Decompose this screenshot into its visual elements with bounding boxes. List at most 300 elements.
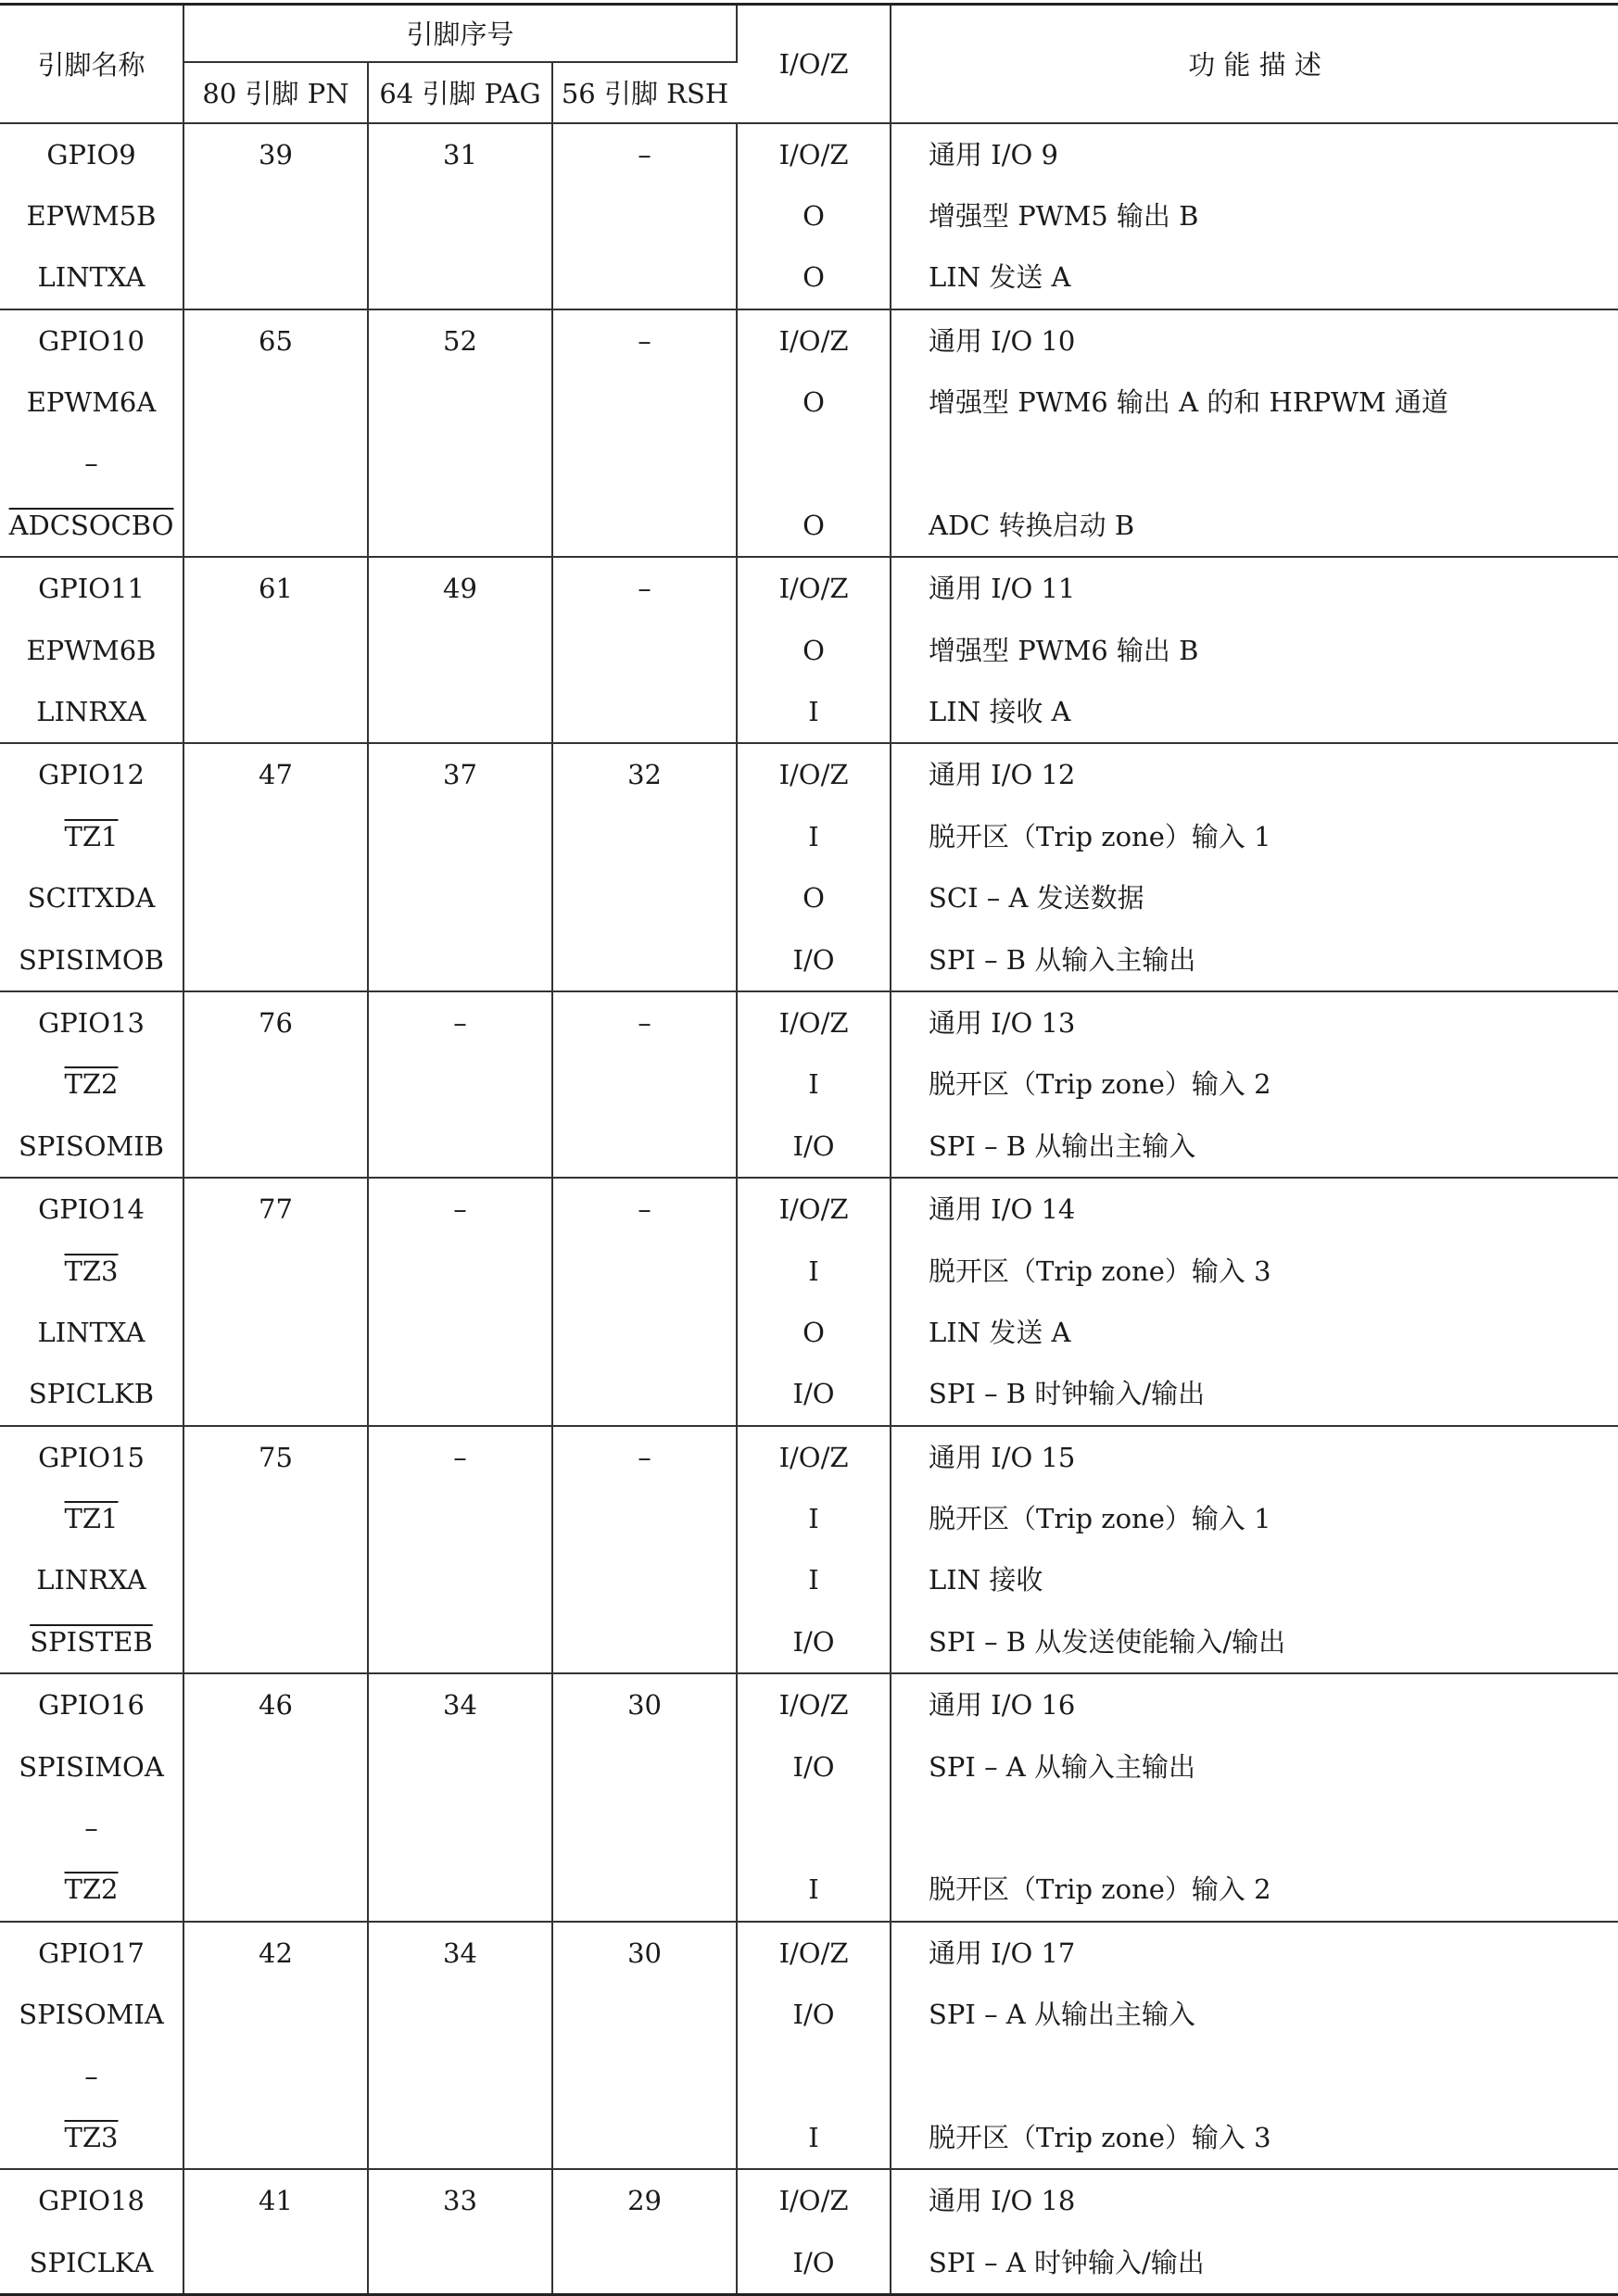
io-cell-text: I/O <box>792 943 835 976</box>
function-cell-line <box>891 310 1618 372</box>
pin-name-cell <box>0 2169 183 2294</box>
pin-80pn-cell-text: 41 <box>259 2185 293 2217</box>
table-row <box>0 1922 1618 2170</box>
io-cell-line <box>738 806 890 867</box>
function-cell-text: 通用 I/O 14 <box>929 1193 1076 1226</box>
pin-name-cell-line <box>0 744 183 805</box>
pin-56rsh-cell-text: – <box>638 1006 651 1039</box>
pin-80pn-cell <box>183 123 368 309</box>
function-cell-line <box>891 1427 1618 1488</box>
pin-80pn-cell-text: 47 <box>259 759 293 791</box>
io-cell-line <box>738 1179 890 1240</box>
function-cell-text: SPI – B 从输出主输入 <box>929 1129 1196 1162</box>
pin-56rsh-cell-text: 29 <box>627 2185 662 2217</box>
io-cell-text: I/O/Z <box>778 1006 849 1039</box>
function-cell-line <box>891 124 1618 185</box>
pin-64pag-cell-text: 49 <box>443 573 477 605</box>
io-cell-line <box>738 2046 890 2107</box>
pin-64pag-cell-text: – <box>453 1441 467 1473</box>
pin-64pag-cell <box>368 1426 552 1674</box>
pin-64pag-cell <box>368 123 552 309</box>
pin-80pn-cell <box>183 1426 368 1674</box>
pin-name-cell-text: TZ2 <box>64 1873 119 1906</box>
function-cell-text: 增强型 PWM5 输出 B <box>929 199 1199 232</box>
io-cell-text: I/O <box>792 1750 835 1783</box>
io-cell-text: I/O/Z <box>778 2185 849 2217</box>
pin-name-cell-text: LINRXA <box>36 1564 146 1596</box>
function-cell-line <box>891 1363 1618 1424</box>
pin-80pn-cell <box>183 991 368 1178</box>
table-row <box>0 123 1618 309</box>
function-cell-line <box>891 558 1618 619</box>
pin-80pn-cell-text: 77 <box>259 1193 293 1226</box>
pin-name-cell <box>0 1178 183 1426</box>
function-cell-line <box>891 1736 1618 1798</box>
header-56pin-rsh: 56 引脚 RSH <box>552 62 737 123</box>
pin-name-cell-line <box>0 929 183 990</box>
function-cell <box>891 1178 1618 1426</box>
pin-80pn-cell-text: 42 <box>259 1936 293 1969</box>
io-cell-text: O <box>803 634 825 666</box>
pin-name-cell-line <box>0 806 183 867</box>
pin-64pag-cell <box>368 557 552 743</box>
header-function: 功 能 描 述 <box>891 5 1618 123</box>
pin-name-cell-line <box>0 1363 183 1424</box>
pin-name-cell-line <box>0 2046 183 2107</box>
function-cell-line <box>891 1611 1618 1672</box>
function-cell <box>891 2169 1618 2294</box>
function-cell-text: 通用 I/O 16 <box>929 1689 1076 1722</box>
pin-64pag-cell <box>368 1922 552 2170</box>
pin-64pag-cell-text: 31 <box>443 138 477 170</box>
pin-name-cell-text: GPIO17 <box>38 1936 145 1969</box>
pin-56rsh-cell-text: – <box>638 324 651 357</box>
pin-name-cell <box>0 557 183 743</box>
pin-name-cell-text: TZ1 <box>64 820 119 852</box>
function-cell-text: 脱开区（Trip zone）输入 2 <box>929 1068 1271 1101</box>
function-cell-line <box>891 433 1618 494</box>
io-cell-line <box>738 558 890 619</box>
io-cell <box>737 123 891 309</box>
pin-name-cell-text: SPISOMIA <box>19 1999 164 2031</box>
io-cell <box>737 991 891 1178</box>
pin-56rsh-cell-text: – <box>638 1441 651 1473</box>
io-cell-line <box>738 1427 890 1488</box>
pin-name-cell <box>0 743 183 991</box>
io-cell-text: I/O <box>792 1378 835 1410</box>
pin-80pn-cell <box>183 2169 368 2294</box>
pin-name-cell-line <box>0 1923 183 1984</box>
io-cell-line <box>738 124 890 185</box>
function-cell-line <box>891 2107 1618 2168</box>
io-cell <box>737 1426 891 1674</box>
function-cell-text: 通用 I/O 9 <box>929 138 1058 170</box>
function-cell-line <box>891 372 1618 433</box>
pin-name-cell-text: LINTXA <box>37 1316 145 1348</box>
pin-name-cell-line <box>0 1488 183 1549</box>
function-cell-text: 脱开区（Trip zone）输入 1 <box>929 1503 1271 1535</box>
io-cell-line <box>738 929 890 990</box>
pin-80pn-cell <box>183 1178 368 1426</box>
table-row <box>0 309 1618 558</box>
function-cell <box>891 991 1618 1178</box>
function-cell-line <box>891 620 1618 681</box>
pin-name-cell-text: LINTXA <box>37 261 145 294</box>
function-cell-line <box>891 185 1618 246</box>
header-pin-number: 引脚序号 <box>183 5 737 62</box>
io-cell <box>737 1922 891 2170</box>
pin-name-cell-text: SCITXDA <box>27 882 156 915</box>
io-cell-line <box>738 433 890 494</box>
pin-name-cell-line <box>0 681 183 742</box>
pin-name-cell-line <box>0 2107 183 2168</box>
function-cell-text: 通用 I/O 12 <box>929 759 1076 791</box>
table-row <box>0 991 1618 1178</box>
pin-name-cell-line <box>0 1427 183 1488</box>
io-cell-line <box>738 185 890 246</box>
function-cell <box>891 309 1618 558</box>
pin-name-cell-text: SPISIMOB <box>19 943 164 976</box>
pin-64pag-cell-text: 34 <box>443 1689 477 1722</box>
function-cell-text: LIN 接收 A <box>929 696 1071 728</box>
function-cell-text: SCI – A 发送数据 <box>929 882 1144 915</box>
pin-64pag-cell-text: – <box>453 1193 467 1226</box>
pin-name-cell-text: GPIO16 <box>38 1689 145 1722</box>
function-cell-line <box>891 2046 1618 2107</box>
io-cell-text: I/O/Z <box>778 324 849 357</box>
io-cell <box>737 557 891 743</box>
pin-56rsh-cell-text: 30 <box>627 1689 662 1722</box>
pin-name-cell-line <box>0 433 183 494</box>
io-cell-line <box>738 1798 890 1859</box>
function-cell-text: LIN 发送 A <box>929 1316 1071 1348</box>
pin-56rsh-cell <box>552 557 737 743</box>
pin-56rsh-cell-text: – <box>638 1193 651 1226</box>
function-cell-text: 通用 I/O 15 <box>929 1441 1076 1473</box>
function-cell-line <box>891 1488 1618 1549</box>
pin-name-cell-line <box>0 1241 183 1302</box>
pin-name-cell-line <box>0 1798 183 1859</box>
pin-64pag-cell-text: 37 <box>443 759 477 791</box>
pin-56rsh-cell-text: 30 <box>627 1936 662 1969</box>
function-cell-text: 脱开区（Trip zone）输入 3 <box>929 2122 1271 2153</box>
pin-name-cell-line <box>0 372 183 433</box>
io-cell-text: O <box>803 882 825 915</box>
pin-80pn-cell <box>183 743 368 991</box>
pin-80pn-cell-text: 76 <box>259 1006 293 1039</box>
function-cell-line <box>891 681 1618 742</box>
pin-name-cell-text: SPICLKA <box>29 2246 154 2278</box>
function-cell-text: SPI – A 从输出主输入 <box>929 1999 1195 2031</box>
io-cell <box>737 1673 891 1922</box>
io-cell-text: I/O/Z <box>778 573 849 605</box>
function-cell <box>891 743 1618 991</box>
io-cell-line <box>738 1736 890 1798</box>
io-cell-text: O <box>803 199 825 232</box>
function-cell-text: 增强型 PWM6 输出 A 的和 HRPWM 通道 <box>929 386 1448 419</box>
pin-name-cell-line <box>0 1302 183 1363</box>
function-cell-line <box>891 806 1618 867</box>
header-64pin-pag: 64 引脚 PAG <box>368 62 552 123</box>
io-cell-line <box>738 1923 890 1984</box>
io-cell-text: I/O/Z <box>778 1193 849 1226</box>
pin-name-cell-text: GPIO13 <box>38 1006 145 1039</box>
table-row <box>0 2169 1618 2294</box>
io-cell-line <box>738 1984 890 2045</box>
pin-56rsh-cell <box>552 1426 737 1674</box>
table-row <box>0 1426 1618 1674</box>
pin-name-cell-text: SPISIMOA <box>19 1750 164 1783</box>
pin-name-cell-line <box>0 246 183 308</box>
function-cell-text: SPI – A 从输入主输出 <box>929 1750 1195 1783</box>
pin-56rsh-cell <box>552 2169 737 2294</box>
pin-name-cell-text: – <box>84 1812 98 1845</box>
io-cell-line <box>738 372 890 433</box>
io-cell-line <box>738 2232 890 2293</box>
function-cell-line <box>891 1798 1618 1859</box>
io-cell-line <box>738 867 890 928</box>
function-cell-text: 通用 I/O 10 <box>929 324 1076 357</box>
io-cell-text: O <box>803 509 825 541</box>
function-cell-line <box>891 495 1618 556</box>
pin-name-cell-line <box>0 1859 183 1920</box>
function-cell-line <box>891 1859 1618 1920</box>
function-cell-line <box>891 867 1618 928</box>
pin-64pag-cell-text: 33 <box>443 2185 477 2217</box>
io-cell-text: O <box>803 261 825 294</box>
function-cell <box>891 1673 1618 1922</box>
io-cell-text: I/O <box>792 1625 835 1658</box>
pin-name-cell-line <box>0 124 183 185</box>
pin-64pag-cell-text: 52 <box>443 324 477 357</box>
io-cell-line <box>738 310 890 372</box>
pin-name-cell-line <box>0 495 183 556</box>
pin-function-table <box>0 3 1618 2296</box>
function-cell-text: 增强型 PWM6 输出 B <box>929 634 1199 666</box>
io-cell-line <box>738 2170 890 2231</box>
io-cell-text: I/O <box>792 2246 835 2278</box>
function-cell-text: SPI – B 从输入主输出 <box>929 943 1196 976</box>
io-cell-text: I <box>808 820 819 852</box>
pin-64pag-cell <box>368 1673 552 1922</box>
io-cell-line <box>738 1241 890 1302</box>
io-cell-line <box>738 1363 890 1424</box>
pin-56rsh-cell <box>552 1178 737 1426</box>
io-cell-text: O <box>803 386 825 419</box>
pin-name-cell <box>0 1426 183 1674</box>
pin-name-cell-text: TZ3 <box>64 2122 119 2153</box>
io-cell-text: I <box>808 1873 819 1906</box>
function-cell-line <box>891 246 1618 308</box>
pin-80pn-cell <box>183 557 368 743</box>
pin-80pn-cell-text: 46 <box>259 1689 293 1722</box>
pin-56rsh-cell <box>552 1922 737 2170</box>
pin-name-cell-text: EPWM6B <box>26 634 157 666</box>
table-row <box>0 1673 1618 1922</box>
pin-name-cell-text: EPWM5B <box>26 199 157 232</box>
io-cell-text: I <box>808 1068 819 1101</box>
function-cell <box>891 1426 1618 1674</box>
pin-name-cell-text: GPIO18 <box>38 2185 145 2217</box>
function-cell-line <box>891 1116 1618 1177</box>
function-cell-line <box>891 1302 1618 1363</box>
pin-name-cell-line <box>0 1053 183 1115</box>
pin-80pn-cell-text: 75 <box>259 1441 293 1473</box>
pin-80pn-cell-text: 39 <box>259 138 293 170</box>
pin-name-cell-line <box>0 1984 183 2045</box>
table-row <box>0 743 1618 991</box>
pin-name-cell-line <box>0 620 183 681</box>
function-cell-line <box>891 1549 1618 1610</box>
table-header <box>0 5 1618 123</box>
io-cell-line <box>738 681 890 742</box>
pin-name-cell-line <box>0 992 183 1053</box>
function-cell-line <box>891 1984 1618 2045</box>
pin-name-cell-line <box>0 2232 183 2293</box>
function-cell <box>891 557 1618 743</box>
function-cell-text: 脱开区（Trip zone）输入 2 <box>929 1873 1271 1906</box>
function-cell-line <box>891 2232 1618 2293</box>
pin-56rsh-cell <box>552 1673 737 1922</box>
io-cell-text: O <box>803 1316 825 1348</box>
io-cell-text: I/O/Z <box>778 1689 849 1722</box>
function-cell-line <box>891 929 1618 990</box>
pin-name-cell-text: GPIO11 <box>38 573 145 605</box>
io-cell-line <box>738 2107 890 2168</box>
io-cell-text: I/O/Z <box>778 138 849 170</box>
function-cell-text: LIN 接收 <box>929 1564 1043 1596</box>
io-cell-text: I <box>808 2122 819 2153</box>
pin-64pag-cell <box>368 743 552 991</box>
pin-name-cell-line <box>0 558 183 619</box>
pin-80pn-cell-text: 61 <box>259 573 293 605</box>
io-cell-line <box>738 1611 890 1672</box>
pin-56rsh-cell <box>552 309 737 558</box>
pin-name-cell-line <box>0 1674 183 1735</box>
pin-64pag-cell <box>368 2169 552 2294</box>
io-cell-text: I <box>808 1255 819 1287</box>
function-cell-line <box>891 1674 1618 1735</box>
io-cell-line <box>738 992 890 1053</box>
pin-name-cell <box>0 309 183 558</box>
function-cell-line <box>891 2170 1618 2231</box>
pin-56rsh-cell <box>552 743 737 991</box>
header-pin-name: 引脚名称 <box>0 5 183 123</box>
io-cell-line <box>738 744 890 805</box>
io-cell-line <box>738 620 890 681</box>
pin-name-cell-text: GPIO14 <box>38 1193 145 1226</box>
pin-name-cell-text: TZ1 <box>64 1503 119 1535</box>
function-cell <box>891 123 1618 309</box>
function-cell-text: 通用 I/O 11 <box>929 573 1076 605</box>
pin-name-cell-line <box>0 867 183 928</box>
io-cell-line <box>738 1302 890 1363</box>
io-cell-line <box>738 1859 890 1920</box>
pin-name-cell-text: LINRXA <box>36 696 146 728</box>
io-cell-text: I <box>808 696 819 728</box>
pin-name-cell-text: – <box>84 448 98 480</box>
pin-name-cell-text: SPISOMIB <box>19 1129 164 1162</box>
pin-name-cell <box>0 991 183 1178</box>
io-cell-line <box>738 1488 890 1549</box>
table-body <box>0 123 1618 2295</box>
io-cell-line <box>738 1053 890 1115</box>
pin-name-cell-line <box>0 1179 183 1240</box>
pin-64pag-cell <box>368 1178 552 1426</box>
io-cell-text: I/O/Z <box>778 1936 849 1969</box>
pin-name-cell <box>0 1922 183 2170</box>
pin-name-cell-text: TZ3 <box>64 1255 119 1287</box>
function-cell-text: 脱开区（Trip zone）输入 1 <box>929 820 1271 852</box>
pin-name-cell-text: GPIO12 <box>38 759 145 791</box>
io-cell-line <box>738 495 890 556</box>
pin-80pn-cell <box>183 1673 368 1922</box>
pin-64pag-cell <box>368 309 552 558</box>
function-cell-line <box>891 1241 1618 1302</box>
pin-56rsh-cell-text: – <box>638 138 651 170</box>
io-cell <box>737 743 891 991</box>
pin-name-cell-line <box>0 1116 183 1177</box>
function-cell <box>891 1922 1618 2170</box>
pin-name-cell-line <box>0 1736 183 1798</box>
io-cell-text: I/O <box>792 1129 835 1162</box>
io-cell-text: I <box>808 1503 819 1535</box>
function-cell-line <box>891 1053 1618 1115</box>
table-row <box>0 1178 1618 1426</box>
pin-name-cell-text: – <box>84 2060 98 2092</box>
pin-name-cell-line <box>0 2170 183 2231</box>
pin-name-cell-line <box>0 185 183 246</box>
io-cell-text: I/O/Z <box>778 759 849 791</box>
pin-56rsh-cell-text: – <box>638 573 651 605</box>
pin-name-cell-line <box>0 1611 183 1672</box>
pin-56rsh-cell <box>552 991 737 1178</box>
header-80pin-pn: 80 引脚 PN <box>183 62 368 123</box>
function-cell-text: LIN 发送 A <box>929 261 1071 294</box>
io-cell-line <box>738 246 890 308</box>
pin-name-cell-text: GPIO15 <box>38 1441 145 1473</box>
pin-name-cell <box>0 123 183 309</box>
pin-name-cell-text: EPWM6A <box>26 386 157 419</box>
pin-80pn-cell-text: 65 <box>259 324 293 357</box>
pin-80pn-cell <box>183 1922 368 2170</box>
pin-name-cell-line <box>0 1549 183 1610</box>
pin-name-cell-text: SPISTEB <box>30 1625 153 1658</box>
io-cell-line <box>738 1116 890 1177</box>
function-cell-line <box>891 992 1618 1053</box>
pin-name-cell-line <box>0 310 183 372</box>
function-cell-text: SPI – B 时钟输入/输出 <box>929 1378 1206 1410</box>
function-cell-text: SPI – A 时钟输入/输出 <box>929 2246 1205 2278</box>
pin-name-cell <box>0 1673 183 1922</box>
function-cell-text: 通用 I/O 18 <box>929 2185 1076 2217</box>
function-cell-text: SPI – B 从发送使能输入/输出 <box>929 1625 1286 1658</box>
io-cell <box>737 2169 891 2294</box>
io-cell <box>737 309 891 558</box>
io-cell-line <box>738 1549 890 1610</box>
function-cell-line <box>891 744 1618 805</box>
pin-64pag-cell-text: 34 <box>443 1936 477 1969</box>
io-cell-line <box>738 1674 890 1735</box>
function-cell-text: 通用 I/O 17 <box>929 1936 1076 1969</box>
pin-80pn-cell <box>183 309 368 558</box>
pin-56rsh-cell <box>552 123 737 309</box>
pin-name-cell-text: GPIO9 <box>46 138 136 170</box>
io-cell-text: I <box>808 1564 819 1596</box>
function-cell-line <box>891 1179 1618 1240</box>
pin-64pag-cell-text: – <box>453 1006 467 1039</box>
function-cell-text: ADC 转换启动 B <box>929 509 1135 541</box>
